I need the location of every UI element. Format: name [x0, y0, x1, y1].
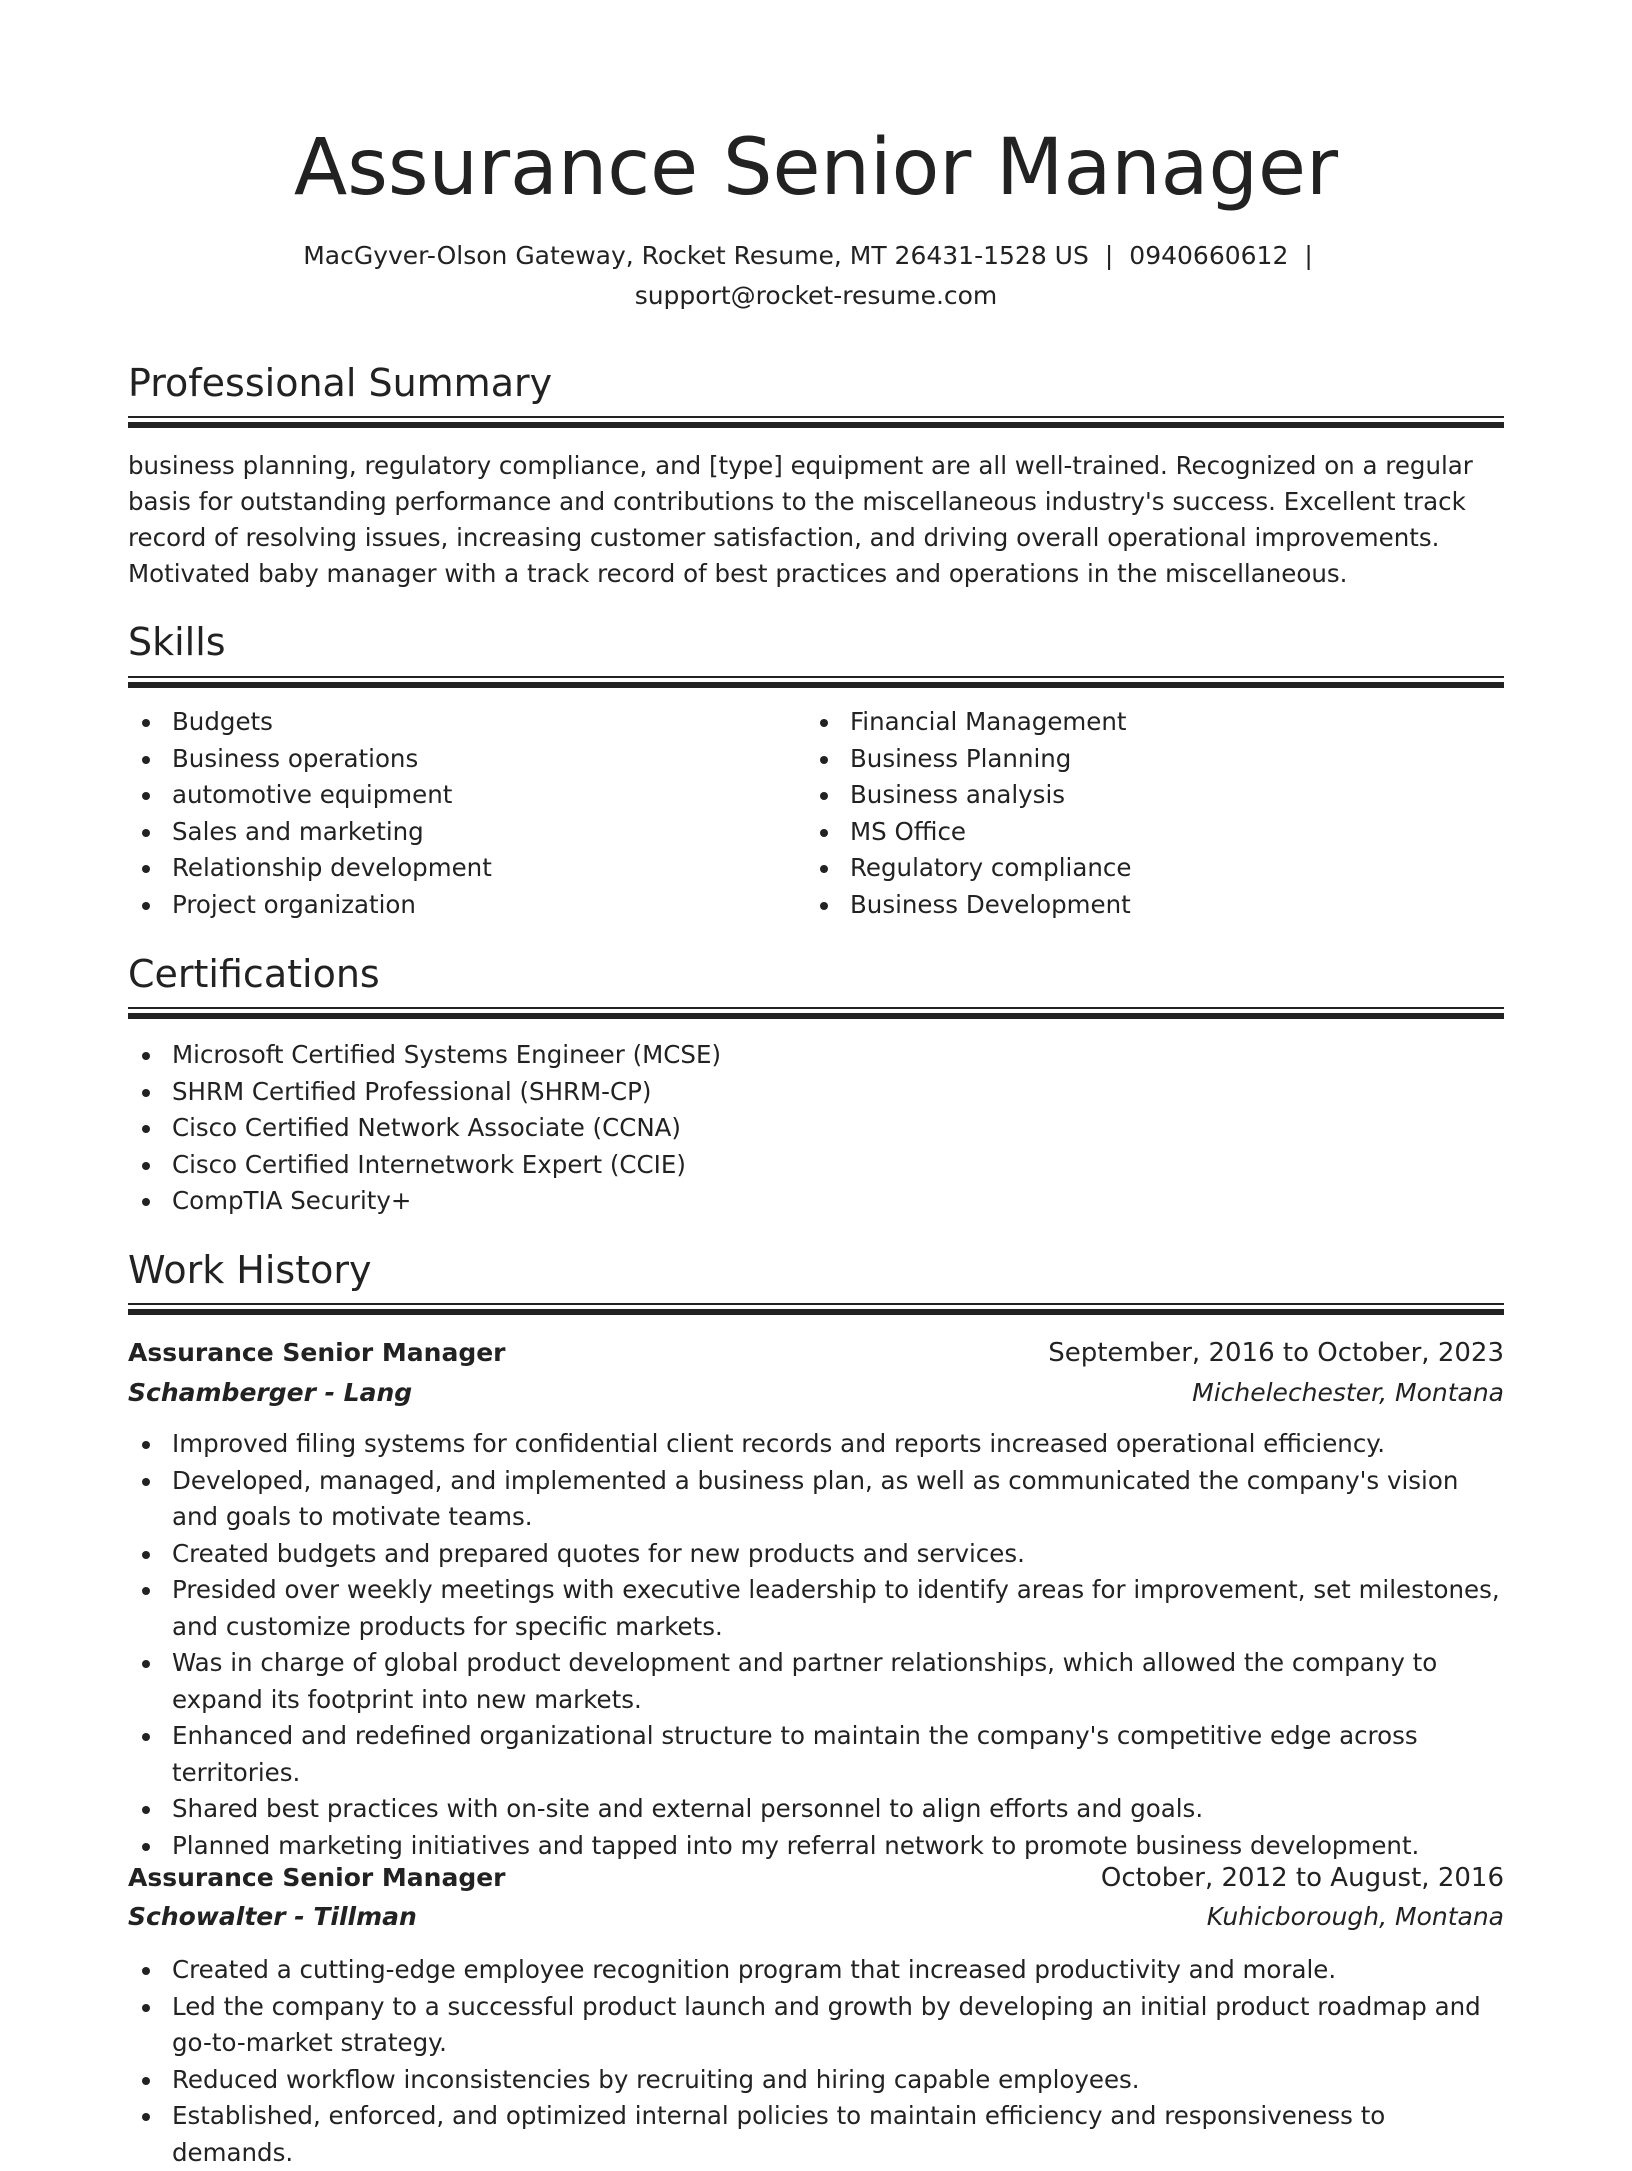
- skill-item: Relationship development: [128, 850, 788, 887]
- section-divider: [128, 1007, 1504, 1019]
- skill-item: Business operations: [128, 741, 788, 778]
- skill-item: Sales and marketing: [128, 814, 788, 851]
- certifications-list: [128, 1037, 1504, 1220]
- contact-address: MacGyver-Olson Gateway, Rocket Resume, MT 26431-1528 US: [303, 241, 1089, 270]
- job-location: Michelechester, Montana: [1192, 1378, 1504, 1407]
- contact-email[interactable]: support@rocket-resume.com: [634, 281, 998, 310]
- job-bullet: Improved filing systems for confidential client records and reports increased operational efficiency.: [128, 1426, 1504, 1463]
- job-bullet: Reduced workflow inconsistencies by recruiting and hiring capable employees.: [128, 2062, 1504, 2099]
- job-dates: September, 2016 to October, 2023: [1048, 1338, 1504, 1368]
- skill-item: Regulatory compliance: [806, 850, 1504, 887]
- job-bullet: Presided over weekly meetings with executive leadership to identify areas for improvement, set milestones, and customize products for specific markets.: [128, 1572, 1504, 1645]
- section-title-skills: Skills: [128, 620, 226, 664]
- skill-item: Business Development: [806, 887, 1504, 924]
- skill-item: Project organization: [128, 887, 788, 924]
- job-bullet: Developed, managed, and implemented a business plan, as well as communicated the company's vision and goals to motivate teams.: [128, 1463, 1504, 1536]
- skills-list-right: [806, 704, 1504, 923]
- section-title-work-history: Work History: [128, 1248, 372, 1292]
- candidate-name: Assurance Senior Manager: [293, 123, 1339, 213]
- certification-item: Microsoft Certified Systems Engineer (MCSE): [128, 1037, 1504, 1074]
- skills-list-left: [128, 704, 788, 923]
- skill-item: Budgets: [128, 704, 788, 741]
- certification-item: Cisco Certified Network Associate (CCNA): [128, 1110, 1504, 1147]
- certification-item: SHRM Certified Professional (SHRM-CP): [128, 1074, 1504, 1111]
- skill-item: Financial Management: [806, 704, 1504, 741]
- job-title: Assurance Senior Manager: [128, 1863, 506, 1892]
- skill-item: automotive equipment: [128, 777, 788, 814]
- certification-item: Cisco Certified Internetwork Expert (CCIE): [128, 1147, 1504, 1184]
- certification-item: CompTIA Security+: [128, 1183, 1504, 1220]
- job-title: Assurance Senior Manager: [128, 1338, 506, 1367]
- job-bullet: Created a cutting-edge employee recognition program that increased productivity and morale.: [128, 1952, 1504, 1989]
- section-divider: [128, 676, 1504, 688]
- job-company: Schowalter - Tillman: [128, 1902, 417, 1931]
- job-company: Schamberger - Lang: [128, 1378, 413, 1407]
- skill-item: Business Planning: [806, 741, 1504, 778]
- skill-item: MS Office: [806, 814, 1504, 851]
- contact-line-2: [128, 276, 1504, 316]
- contact-separator: |: [1304, 241, 1313, 270]
- section-divider: [128, 1303, 1504, 1315]
- contact-line-1: [128, 236, 1504, 276]
- job-bullets: [128, 1426, 1504, 1864]
- job-location: Kuhicborough, Montana: [1206, 1902, 1504, 1931]
- job-bullet: Shared best practices with on-site and external personnel to align efforts and goals.: [128, 1791, 1504, 1828]
- job-bullet: Planned marketing initiatives and tapped into my referral network to promote business development.: [128, 1828, 1504, 1865]
- job-bullet: Enhanced and redefined organizational structure to maintain the company's competitive edge across territories.: [128, 1718, 1504, 1791]
- section-divider: [128, 416, 1504, 428]
- job-bullet: Established, enforced, and optimized internal policies to maintain efficiency and responsiveness to demands.: [128, 2098, 1504, 2171]
- job-dates: October, 2012 to August, 2016: [1100, 1863, 1504, 1893]
- job-bullet: Was in charge of global product development and partner relationships, which allowed the company to expand its footprint into new markets.: [128, 1645, 1504, 1718]
- contact-info: [128, 236, 1504, 316]
- job-bullet: Led the company to a successful product launch and growth by developing an initial product roadmap and go-to-market strategy.: [128, 1989, 1504, 2062]
- skill-item: Business analysis: [806, 777, 1504, 814]
- contact-phone: 0940660612: [1129, 241, 1289, 270]
- job-bullet: Created budgets and prepared quotes for new products and services.: [128, 1536, 1504, 1573]
- summary-text: business planning, regulatory compliance, and [type] equipment are all well-trained. Recognized on a regular basis for outstanding performance and contributions to the miscellaneous industry's success. Excellent track record of resolving issues, increasing customer satisfaction, and driving overall operational improvements. Motivated baby manager with a track record of best practices and operations in the miscellaneous.: [128, 451, 1473, 588]
- section-title-certifications: Certifications: [128, 952, 380, 996]
- section-title-summary: Professional Summary: [128, 361, 553, 405]
- job-bullets: [128, 1952, 1504, 2171]
- contact-separator: |: [1104, 241, 1114, 270]
